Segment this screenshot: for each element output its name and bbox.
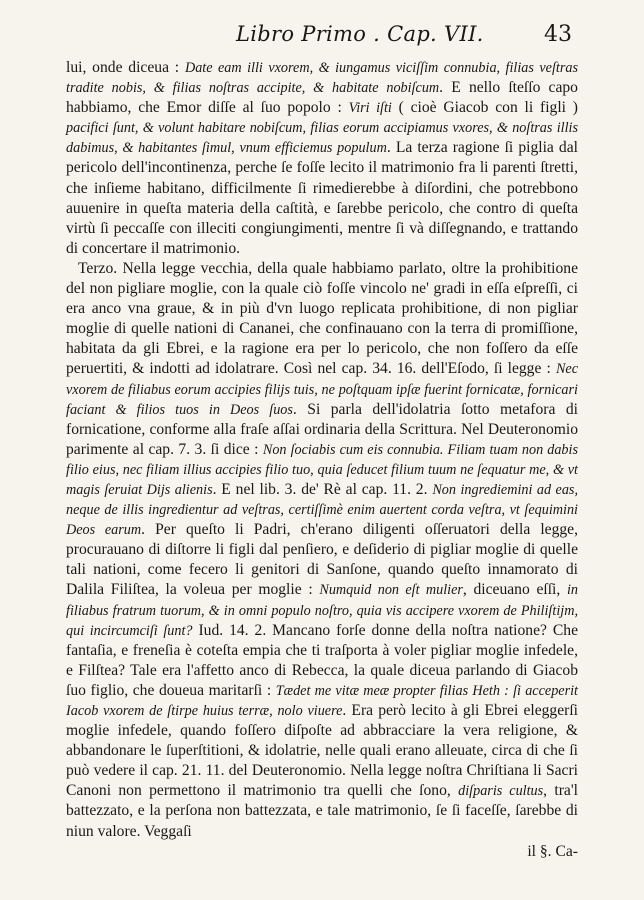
latin-quotation: Non ingrediemini ad eas, neque de illis ingredientur ad veſtras, certiſſimè enim auertent corda veſtra, vt ſequimini Deos earum bbox=[66, 481, 578, 539]
latin-quotation: pacifici ſunt, & volunt habitare nobiſcum, filias eorum accipiamus vxores, & noſtras illis dabimus, & habitantes ſimul, vnum efficiemus populum bbox=[66, 120, 578, 157]
text-run: . Si parla dell'idolatria ſotto metafora di fornicatione, conforme alla fraſe aſſai ordinaria della Scrittura. Nel Deuteronomio parimente al cap. 7. 3. ſi dice : bbox=[66, 400, 578, 458]
latin-quotation: Date eam illi vxorem, & iungamus viciſſim connubia, filias veſtras tradite nobis, & filias noſtras accipite, & habitate nobiſcum bbox=[66, 60, 579, 97]
paragraph bbox=[66, 58, 578, 259]
text-run: . E nello ſteſſo capo habbiamo, che Emor diſſe al ſuo popolo : bbox=[66, 79, 578, 117]
running-title: Libro Primo . Cap. VII. bbox=[236, 22, 484, 46]
body-text bbox=[66, 58, 578, 842]
text-run: , tra'l battezzato, e la perſona non battezzata, e tale matrimonio, ſe ſi faceſſe, ſarebbe di niun valore. Veggaſi bbox=[66, 782, 578, 840]
latin-quotation: Numquid non eſt mulier bbox=[319, 582, 463, 599]
text-run: Iud. 14. 2. Mancano forſe donne della noſtra natione? Che fantaſia, e freneſia è coteſta empia che ti traſporta à voler pigliar moglie infedele, e Filſtea? Tale era l'affetto anco di Rebecca, la quale diceua parlando di Giacob ſuo figlio, che doueua maritarſi : bbox=[66, 621, 578, 699]
latin-quotation: Tædet me vitæ meæ propter filias Heth : ſi acceperit Iacob vxorem de ſtirpe huius terræ, nolo viuere bbox=[66, 682, 578, 719]
page-number: 43 bbox=[544, 22, 572, 47]
text-run: lui, onde diceua : bbox=[66, 59, 185, 76]
text-run: . Era però lecito à gli Ebrei eleggerſi moglie infedele, quando foſſero diſpoſte ad abbracciare la vera religione, & abbandonare le ſuperſtitioni, & idolatrie, nelle quali erano alleuate, circa di che ſi può vedere il cap. 21. 11. del Deuteronomio. Nella legge noſtra Chriſtiana li Sacri Canoni non permettono il matrimonio tra quelli che ſono, bbox=[66, 702, 578, 800]
text-run: , diceuano eſſi, bbox=[462, 581, 567, 599]
latin-quotation: diſparis cultus bbox=[458, 783, 544, 800]
page-header bbox=[66, 22, 578, 56]
paragraph bbox=[66, 259, 578, 842]
latin-quotation: Nec vxorem de filiabus eorum accipies filijs tuis, ne poſtquam ipſæ fuerint fornicatæ, fornicari faciant & filios tuos in Deos ſuos bbox=[66, 361, 578, 418]
latin-quotation: Viri iſti bbox=[348, 100, 392, 117]
latin-quotation: in filiabus fratrum tuorum, & in omni populo noſtro, quia vis accipere vxorem de Philiſtijm, qui incircumciſi ſunt? bbox=[66, 582, 578, 639]
text-run: . E nel lib. 3. de' Rè al cap. 11. 2. bbox=[212, 480, 433, 498]
catchword: il §. Ca- bbox=[527, 842, 578, 860]
text-run: . La terza ragione ſi piglia dal pericolo dell'incontinenza, perche ſe foſſe lecito il matrimonio fra li parenti ſtretti, che inſieme habitano, difficilmente ſi rimedierebbe à diſordini, che potrebbono auuenire in queſta materia della caſtità, e ſarebbe pericolo, che contro di queſta virtù ſi peccaſſe con illeciti congiungimenti, mentre ſi và diſſegnando, e trattando di concertare il matrimonio. bbox=[66, 139, 578, 257]
text-run: . Per queſto li Padri, ch'erano diligenti oſſeruatori della legge, procurauano di diſtorre li figli dal penſiero, e deſiderio di pigliar moglie di quelle tali nationi, come fecero li genitori di Sanſone, quando queſto innamorato di Dalila Filiſtea, la voleua per moglie : bbox=[66, 521, 578, 599]
text-run: Terzo. Nella legge vecchia, della quale habbiamo parlato, oltre la prohibitione del non pigliare moglie, con la quale ciò foſſe vincolo ne' gradi in eſſa eſpreſſi, ci era anco vna graue, & in più d'vn luogo replicata prohibitione, di non pigliar moglie di quelle nationi di Cananei, che confinauano con la terra di promiſſione, habitata da gli Ebrei, e la ragione era per lo pericolo, che non foſſero da eſſe peruertiti, & indotti ad idolatrare. Così nel cap. 34. 16. dell'Eſodo, ſi legge : bbox=[66, 259, 578, 378]
text-run: ( cioè Giacob con li figli ) bbox=[391, 99, 578, 117]
latin-quotation: Non ſociabis cum eis connubia. Filiam tuam non dabis filio eius, nec filiam illius accipies filio tuo, quia ſeducet filium tuum ne ſequatur me, & vt magis ſeruiat Dijs alienis bbox=[66, 441, 578, 498]
catchword-line bbox=[66, 842, 578, 862]
